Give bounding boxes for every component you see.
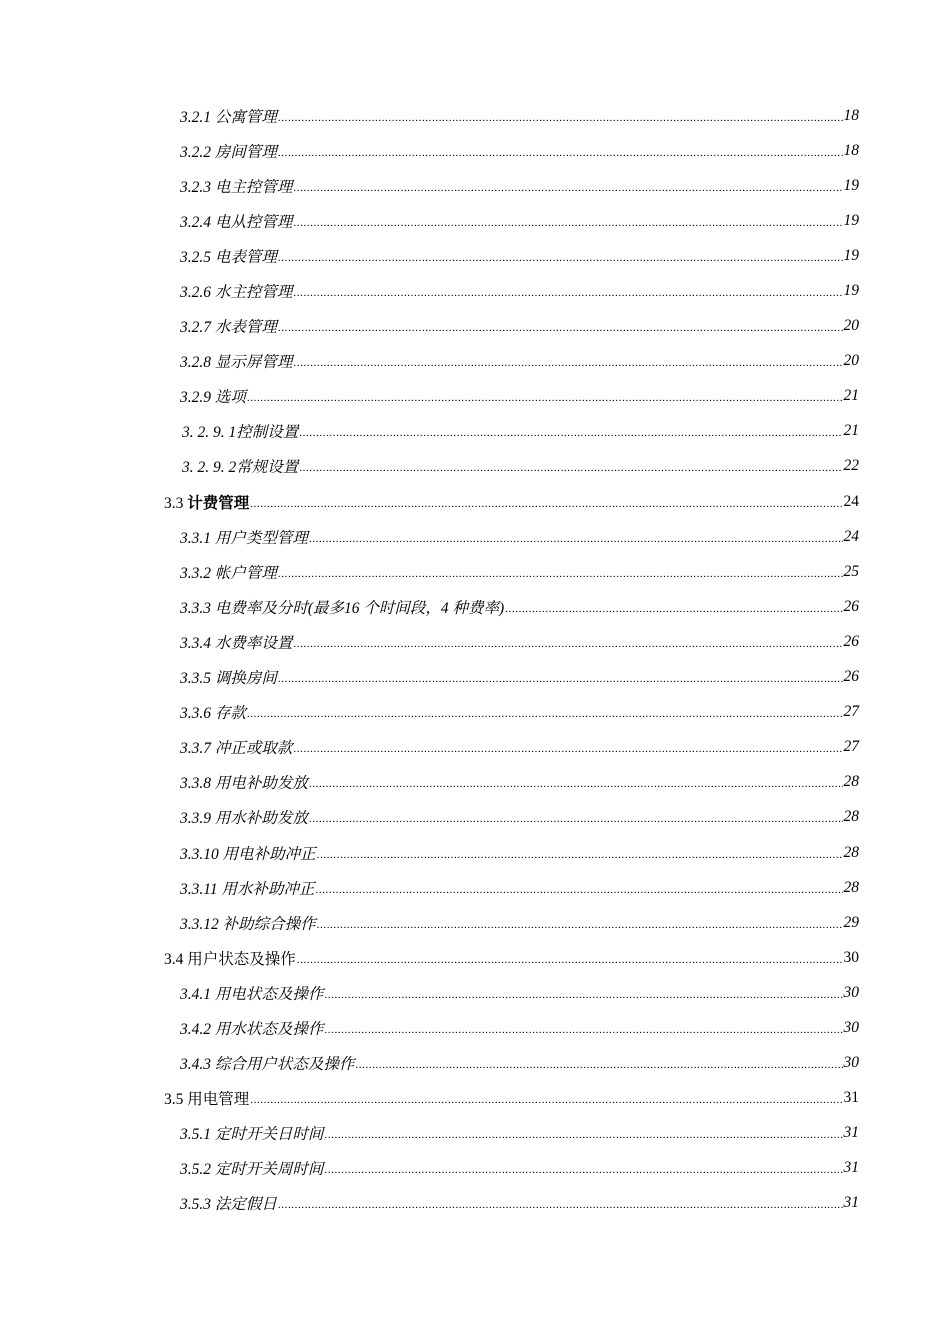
toc-entry-number: 3.2.4: [180, 213, 211, 231]
toc-entry[interactable]: [0, 344, 950, 379]
dot-leader: [293, 357, 842, 369]
dot-leader: [317, 849, 843, 861]
toc-entry-number: 3.3.1: [180, 529, 211, 547]
toc-entry-text: 电主控管理: [214, 178, 293, 196]
toc-entry[interactable]: [0, 554, 950, 589]
dot-leader: [355, 1059, 842, 1071]
toc-entry-title: [180, 385, 246, 407]
toc-entry[interactable]: [0, 589, 950, 624]
toc-entry-number: 3.5: [164, 1091, 184, 1109]
toc-entry[interactable]: [0, 484, 950, 519]
toc-entry-number: 3.2.8: [180, 354, 211, 372]
toc-entry[interactable]: [0, 730, 950, 765]
toc-entry-number: 3.2.1: [180, 108, 211, 126]
toc-entry-text: 水表管理: [214, 319, 277, 337]
toc-entry-text: 用水补助冲正: [221, 880, 315, 898]
dot-leader: [250, 498, 842, 510]
toc-entry[interactable]: [0, 624, 950, 659]
toc-entry-title: [164, 947, 296, 969]
toc-entry-title: [180, 982, 323, 1004]
dot-leader: [309, 813, 843, 825]
dot-leader: [293, 743, 842, 755]
toc-entry-text: 显示屏管理: [214, 354, 293, 372]
toc-entry-page-number: 18: [843, 106, 859, 124]
toc-entry-page-number: 28: [843, 878, 859, 896]
toc-entry-page-number: 20: [843, 352, 859, 370]
dot-leader: [247, 708, 843, 720]
dot-leader: [299, 462, 842, 474]
toc-entry-number: 3.4.2: [180, 1020, 211, 1038]
toc-entry[interactable]: [0, 905, 950, 940]
toc-entry-text: 帐户管理: [214, 564, 277, 582]
toc-entry-title: [180, 596, 504, 618]
toc-entry[interactable]: [0, 1046, 950, 1081]
toc-entry[interactable]: [0, 98, 950, 133]
toc-entry-text: 公寓管理: [214, 108, 277, 126]
toc-entry-title: [180, 771, 308, 793]
toc-entry-title: [180, 912, 316, 934]
toc-entry-text: 用电管理: [187, 1091, 250, 1109]
toc-entry[interactable]: [0, 133, 950, 168]
toc-entry-number: 3.4.1: [180, 985, 211, 1003]
toc-entry[interactable]: [0, 1010, 950, 1045]
toc-entry-text: 计费管理: [187, 494, 250, 512]
toc-entry[interactable]: [0, 1151, 950, 1186]
toc-entry[interactable]: [0, 870, 950, 905]
toc-entry-page-number: 19: [843, 282, 859, 300]
toc-entry[interactable]: [0, 765, 950, 800]
dot-leader: [324, 1024, 842, 1036]
toc-entry-number: 3.3.6: [180, 705, 211, 723]
toc-entry-page-number: 31: [843, 1194, 859, 1212]
toc-entry-number: 3.2.9: [180, 389, 211, 407]
toc-entry-number: 3.3.8: [180, 775, 211, 793]
toc-entry-text: 电费率及分时(最多16 个时间段，4 种费率): [214, 599, 505, 617]
toc-entry-number: 3.3.3: [180, 599, 211, 617]
dot-leader: [247, 392, 843, 404]
toc-entry-page-number: 31: [843, 1089, 859, 1107]
toc-entry-number: 3.2.6: [180, 284, 211, 302]
toc-entry-title: [180, 877, 315, 899]
toc-entry-text: 用电补助发放: [214, 775, 308, 793]
toc-entry-text: 定时开关日时间: [214, 1126, 324, 1144]
table-of-contents: [0, 98, 950, 1221]
toc-entry[interactable]: [0, 975, 950, 1010]
toc-entry-text: 水主控管理: [214, 284, 293, 302]
toc-entry-text: 调换房间: [214, 670, 277, 688]
toc-entry-text: 常规设置: [236, 459, 299, 477]
toc-entry-text: 水费率设置: [214, 634, 293, 652]
toc-entry-page-number: 30: [843, 948, 859, 966]
toc-entry[interactable]: [0, 940, 950, 975]
toc-entry-page-number: 19: [843, 176, 859, 194]
toc-entry-page-number: 20: [843, 317, 859, 335]
dot-leader: [293, 182, 842, 194]
toc-entry-title: [180, 280, 292, 302]
toc-entry-title: [164, 1087, 249, 1109]
dot-leader: [309, 778, 843, 790]
dot-leader: [317, 919, 843, 931]
toc-entry[interactable]: [0, 379, 950, 414]
toc-entry-page-number: 28: [843, 843, 859, 861]
toc-entry-number: 3.5.3: [180, 1196, 211, 1214]
toc-entry-text: 用户状态及操作: [187, 950, 296, 968]
toc-entry-number: 3.3.12: [180, 915, 219, 933]
toc-entry-text: 房间管理: [214, 143, 277, 161]
dot-leader: [278, 1199, 843, 1211]
toc-entry-number: 3. 2. 9. 2: [182, 459, 237, 477]
toc-entry-number: 3.4: [164, 950, 184, 968]
toc-entry[interactable]: [0, 1186, 950, 1221]
toc-entry-number: 3.5.2: [180, 1161, 211, 1179]
toc-entry-title: [180, 245, 277, 267]
dot-leader: [324, 1164, 842, 1176]
dot-leader: [309, 533, 843, 545]
toc-entry-page-number: 27: [843, 738, 859, 756]
toc-entry-text: 冲正或取款: [214, 740, 293, 758]
toc-entry-number: 3.3.5: [180, 670, 211, 688]
dot-leader: [324, 1129, 842, 1141]
toc-entry-page-number: 21: [843, 387, 859, 405]
toc-entry-title: [182, 420, 298, 442]
toc-entry-page-number: 19: [843, 246, 859, 264]
dot-leader: [278, 112, 843, 124]
dot-leader: [505, 603, 842, 615]
toc-entry-page-number: 25: [843, 562, 859, 580]
toc-entry-text: 用水状态及操作: [214, 1020, 324, 1038]
toc-entry[interactable]: [0, 660, 950, 695]
toc-entry-title: [182, 455, 298, 477]
toc-entry-title: [180, 1017, 323, 1039]
toc-entry-page-number: 31: [843, 1124, 859, 1142]
toc-entry-text: 电表管理: [214, 248, 277, 266]
toc-entry-page-number: 30: [843, 1018, 859, 1036]
toc-entry-text: 用户类型管理: [214, 529, 308, 547]
dot-leader: [278, 252, 843, 264]
toc-entry-page-number: 27: [843, 703, 859, 721]
toc-entry[interactable]: [0, 1116, 950, 1151]
toc-entry-text: 电从控管理: [214, 213, 293, 231]
dot-leader: [299, 427, 842, 439]
toc-entry[interactable]: [0, 1081, 950, 1116]
dot-leader: [278, 322, 843, 334]
toc-entry[interactable]: [0, 695, 950, 730]
toc-entry-title: [180, 806, 308, 828]
toc-entry-number: 3.3.10: [180, 845, 219, 863]
toc-entry-page-number: 24: [843, 527, 859, 545]
toc-entry-number: 3.2.7: [180, 319, 211, 337]
dot-leader: [297, 954, 843, 966]
toc-entry[interactable]: [0, 835, 950, 870]
toc-entry-text: 定时开关周时间: [214, 1161, 324, 1179]
toc-entry-number: 3.3.11: [180, 880, 218, 898]
toc-entry[interactable]: [0, 309, 950, 344]
toc-entry-number: 3.2.3: [180, 178, 211, 196]
toc-entry-title: [180, 1052, 354, 1074]
toc-entry-number: 3.4.3: [180, 1056, 211, 1074]
toc-entry[interactable]: [0, 238, 950, 273]
toc-entry-title: [180, 175, 292, 197]
toc-entry-title: [180, 561, 277, 583]
toc-entry-title: [180, 701, 246, 723]
toc-entry-page-number: 30: [843, 983, 859, 1001]
toc-entry-text: 存款: [214, 705, 246, 723]
toc-entry-title: [180, 1122, 323, 1144]
toc-entry-page-number: 21: [843, 422, 859, 440]
toc-entry-text: 法定假日: [214, 1196, 277, 1214]
toc-entry-page-number: 18: [843, 141, 859, 159]
toc-entry-text: 控制设置: [236, 424, 299, 442]
toc-entry-title: [164, 491, 249, 513]
toc-entry-page-number: 24: [843, 492, 859, 510]
toc-entry-title: [180, 350, 292, 372]
toc-entry[interactable]: [0, 414, 950, 449]
toc-entry-title: [180, 1192, 277, 1214]
toc-entry-page-number: 26: [843, 632, 859, 650]
toc-entry[interactable]: [0, 203, 950, 238]
toc-entry-page-number: 28: [843, 773, 859, 791]
dot-leader: [250, 1094, 842, 1106]
dot-leader: [293, 287, 842, 299]
toc-entry-page-number: 26: [843, 668, 859, 686]
toc-entry-text: 选项: [214, 389, 246, 407]
toc-entry-page-number: 22: [843, 457, 859, 475]
toc-entry-page-number: 19: [843, 211, 859, 229]
toc-entry-number: 3.3: [164, 494, 184, 512]
toc-entry-page-number: 30: [843, 1054, 859, 1072]
toc-entry-title: [180, 631, 292, 653]
toc-entry-number: 3. 2. 9. 1: [182, 424, 237, 442]
dot-leader: [293, 217, 842, 229]
toc-entry-text: 用电状态及操作: [214, 985, 324, 1003]
toc-entry-text: 用水补助发放: [214, 810, 308, 828]
toc-entry-page-number: 26: [843, 597, 859, 615]
toc-entry-title: [180, 140, 277, 162]
toc-entry[interactable]: [0, 273, 950, 308]
toc-entry-number: 3.3.4: [180, 634, 211, 652]
toc-entry-text: 用电补助冲正: [222, 845, 316, 863]
toc-entry-title: [180, 666, 277, 688]
toc-entry-text: 补助综合操作: [222, 915, 316, 933]
toc-entry-number: 3.2.5: [180, 248, 211, 266]
dot-leader: [278, 673, 843, 685]
dot-leader: [316, 884, 843, 896]
toc-entry[interactable]: [0, 800, 950, 835]
toc-entry-title: [180, 105, 277, 127]
toc-entry-number: 3.2.2: [180, 143, 211, 161]
toc-entry-page-number: 31: [843, 1159, 859, 1177]
toc-entry-title: [180, 315, 277, 337]
toc-entry-number: 3.3.9: [180, 810, 211, 828]
toc-entry[interactable]: [0, 519, 950, 554]
toc-entry-text: 综合用户状态及操作: [214, 1056, 355, 1074]
dot-leader: [324, 989, 842, 1001]
toc-entry-page-number: 29: [843, 913, 859, 931]
toc-entry-title: [180, 736, 292, 758]
dot-leader: [278, 147, 843, 159]
toc-entry-title: [180, 842, 316, 864]
toc-entry-number: 3.3.7: [180, 740, 211, 758]
dot-leader: [278, 568, 843, 580]
toc-entry[interactable]: [0, 449, 950, 484]
toc-entry-title: [180, 210, 292, 232]
toc-entry[interactable]: [0, 168, 950, 203]
toc-entry-title: [180, 526, 308, 548]
toc-entry-page-number: 28: [843, 808, 859, 826]
toc-entry-number: 3.5.1: [180, 1126, 211, 1144]
dot-leader: [293, 638, 842, 650]
toc-entry-title: [180, 1157, 323, 1179]
toc-entry-number: 3.3.2: [180, 564, 211, 582]
